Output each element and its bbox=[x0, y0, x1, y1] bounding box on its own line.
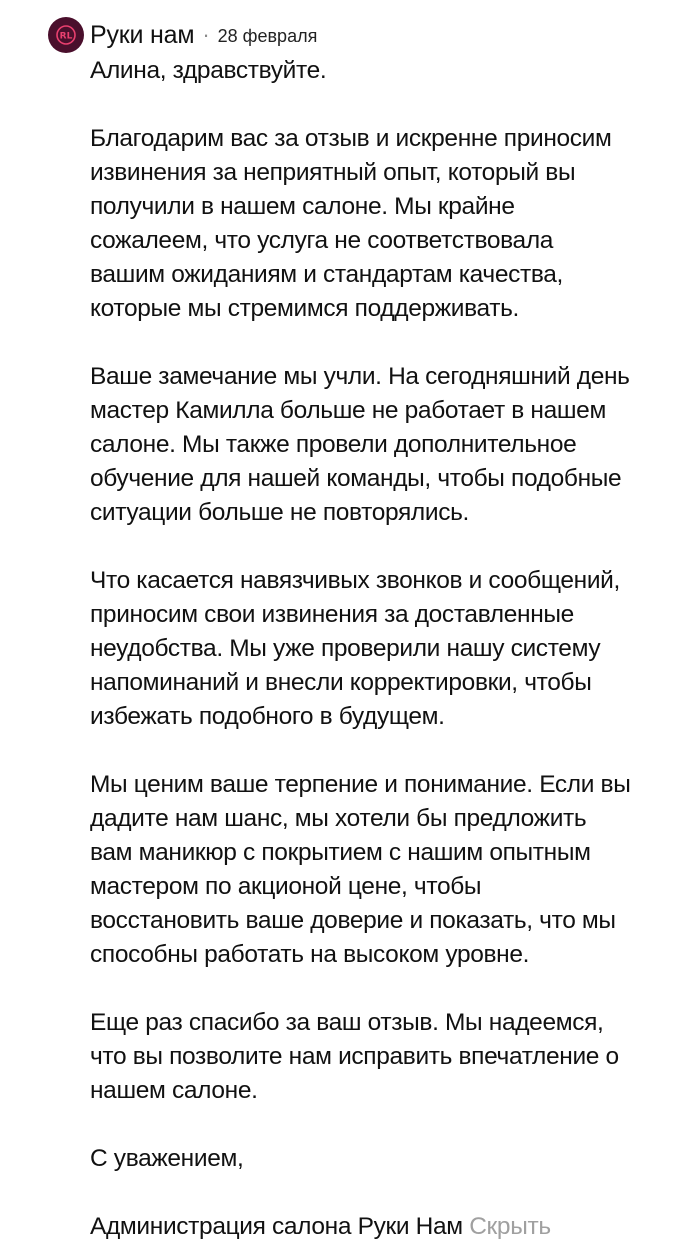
paragraph-line: которые мы стремимся поддерживать. bbox=[90, 295, 519, 322]
reply-paragraph bbox=[90, 564, 690, 734]
avatar[interactable] bbox=[48, 17, 84, 53]
reply-header bbox=[48, 17, 317, 53]
reply-paragraph bbox=[90, 360, 690, 530]
greeting bbox=[90, 54, 690, 88]
paragraph-line: неудобства. Мы уже проверили нашу систему bbox=[90, 635, 601, 662]
paragraph-line: получили в нашем салоне. Мы крайне bbox=[90, 193, 515, 220]
paragraph-line: мастер Камилла больше не работает в нашем bbox=[90, 397, 606, 424]
paragraph-line: вашим ожиданиям и стандартам качества, bbox=[90, 261, 563, 288]
paragraph-line: восстановить ваше доверие и показать, что мы bbox=[90, 907, 616, 934]
closing bbox=[90, 1142, 690, 1176]
paragraph-line: извинения за неприятный опыт, который вы bbox=[90, 159, 576, 186]
paragraph-line: Еще раз спасибо за ваш отзыв. Мы надеемся, bbox=[90, 1009, 604, 1036]
hide-button[interactable]: Скрыть bbox=[469, 1213, 551, 1240]
reply-paragraphs bbox=[90, 122, 690, 1108]
paragraph-line: сожалеем, что услуга не соответствовала bbox=[90, 227, 554, 254]
paragraph-line: салоне. Мы также провели дополнительное bbox=[90, 431, 577, 458]
signature: Администрация салона Руки Нам bbox=[90, 1213, 463, 1240]
paragraph-line: напоминаний и внесли корректировки, чтобы bbox=[90, 669, 592, 696]
signature-line bbox=[90, 1210, 690, 1244]
paragraph-line: мастером по акционой цене, чтобы bbox=[90, 873, 482, 900]
reply-paragraph bbox=[90, 1006, 690, 1108]
paragraph-line: способны работать на высоком уровне. bbox=[90, 941, 530, 968]
paragraph-line: обучение для нашей команды, чтобы подобные bbox=[90, 465, 622, 492]
salon-logo-icon bbox=[54, 23, 78, 47]
paragraph-line: Благодарим вас за отзыв и искренне приносим bbox=[90, 125, 612, 152]
closing-text: С уважением, bbox=[90, 1145, 244, 1172]
reply-body bbox=[90, 54, 690, 1244]
paragraph-line: приносим свои извинения за доставленные bbox=[90, 601, 574, 628]
paragraph-line: избежать подобного в будущем. bbox=[90, 703, 445, 730]
paragraph-line: Мы ценим ваше терпение и понимание. Если вы bbox=[90, 771, 631, 798]
paragraph-line: Что касается навязчивых звонков и сообщений, bbox=[90, 567, 620, 594]
paragraph-line: нашем салоне. bbox=[90, 1077, 258, 1104]
greeting-text: Алина, здравствуйте. bbox=[90, 57, 327, 84]
reply-date: 28 февраля bbox=[217, 25, 318, 46]
separator-dot: · bbox=[202, 22, 210, 47]
paragraph-line: дадите нам шанс, мы хотели бы предложить bbox=[90, 805, 587, 832]
paragraph-line: Ваше замечание мы учли. На сегодняшний день bbox=[90, 363, 630, 390]
paragraph-line: вам маникюр с покрытием с нашим опытным bbox=[90, 839, 591, 866]
paragraph-line: что вы позволите нам исправить впечатление о bbox=[90, 1043, 619, 1070]
paragraph-line: ситуации больше не повторялись. bbox=[90, 499, 469, 526]
reply-paragraph bbox=[90, 122, 690, 326]
svg-text:RL: RL bbox=[59, 31, 73, 42]
reply-paragraph bbox=[90, 768, 690, 972]
org-name[interactable]: Руки нам bbox=[90, 20, 195, 49]
